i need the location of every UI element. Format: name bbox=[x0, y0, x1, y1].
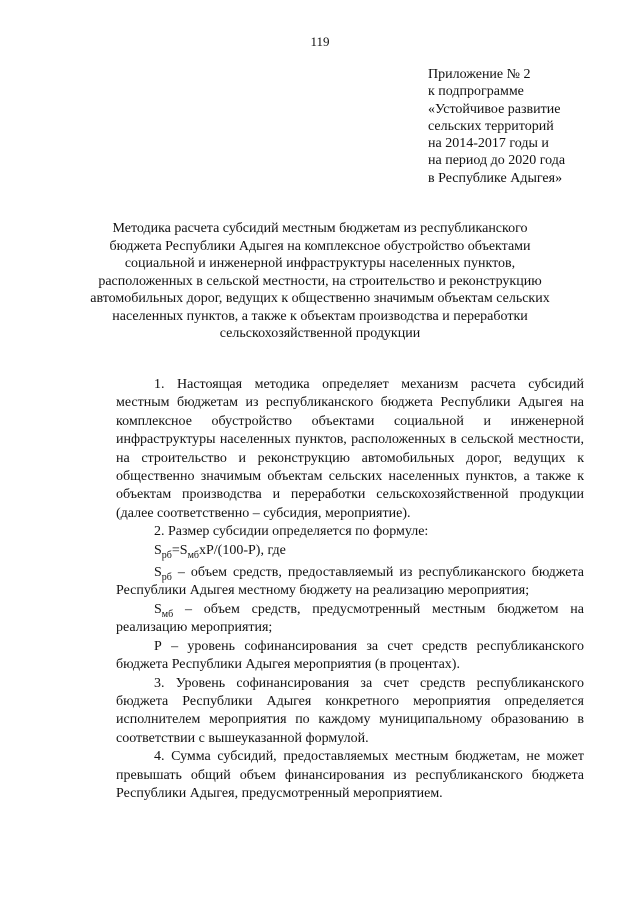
title-line: автомобильных дорог, ведущих к общественно значимым объектам сельских bbox=[90, 291, 550, 306]
title-line: Методика расчета субсидий местным бюджетам из республиканского bbox=[112, 221, 528, 236]
appendix-line: на 2014-2017 годы и bbox=[428, 136, 549, 152]
formula-sub-rb: рб bbox=[161, 549, 172, 561]
formula bbox=[116, 542, 584, 560]
appendix-header bbox=[428, 66, 628, 187]
appendix-line: в Республике Адыгея» bbox=[428, 170, 563, 186]
title-line: населенных пунктов, а также к объектам производства и переработки bbox=[112, 308, 528, 324]
title-line: расположенных в сельской местности, на строительство и реконструкцию bbox=[98, 273, 542, 289]
definition-srb bbox=[116, 564, 584, 601]
definition-smb bbox=[116, 601, 584, 638]
title-line: бюджета Республики Адыгея на комплексное обустройство объектами bbox=[109, 238, 531, 254]
paragraph-1: 1. Настоящая методика определяет механизм расчета субсидий местным бюджетам из республиканского бюджета Республики Адыгея на комплексное обустройство объектами социальной и инженерной инфраструктуры населенных пунктов, расположенных в сельской местности, на строительство и реконструкцию автомобильных дорог, ведущих к общественно значимым объектам сельских населенных пунктов, а также к объектам производства и переработки сельскохозяйственной продукции (далее соответственно – субсидия, мероприятие). bbox=[116, 377, 584, 521]
paragraph-3: 3. Уровень софинансирования за счет средств республиканского бюджета Республики Адыгея конкретного мероприятия определяется исполнителем мероприятия по каждому муниципальному образованию в соответствии с вышеуказанной формулой. bbox=[116, 675, 584, 746]
formula-rest: хР/(100-Р), где bbox=[199, 542, 286, 558]
def-symbol: S bbox=[154, 601, 162, 617]
def-symbol: S bbox=[154, 565, 162, 581]
appendix-line: Приложение № 2 bbox=[428, 67, 531, 82]
page-number: 119 bbox=[310, 34, 330, 49]
formula-sub-mb: мб bbox=[187, 549, 199, 561]
title-line: сельскохозяйственной продукции bbox=[219, 326, 421, 341]
document-body bbox=[116, 376, 584, 803]
appendix-line: сельских территорий bbox=[428, 118, 554, 134]
paragraph-2: 2. Размер субсидии определяется по формуле: bbox=[154, 524, 429, 540]
appendix-line: на период до 2020 года bbox=[428, 153, 566, 169]
appendix-line: «Устойчивое развитие bbox=[428, 101, 561, 117]
def-text: – объем средств, предусмотренный местным бюджетом на реализацию мероприятия; bbox=[116, 601, 584, 636]
def-sub: мб bbox=[161, 608, 174, 620]
def-sub: рб bbox=[161, 571, 172, 583]
document-title bbox=[70, 220, 570, 343]
formula-s: S bbox=[154, 542, 162, 558]
formula-eq: =S bbox=[171, 542, 188, 558]
def-text: – объем средств, предоставляемый из республиканского бюджета Республики Адыгея местному бюджету на реализацию мероприятия; bbox=[116, 565, 584, 599]
title-line: социальной и инженерной инфраструктуры населенных пунктов, bbox=[124, 256, 516, 271]
definition-p: Р – уровень софинансирования за счет средств республиканского бюджета Республики Адыгея мероприятия (в процентах). bbox=[116, 638, 584, 673]
paragraph-4: 4. Сумма субсидий, предоставляемых местным бюджетам, не может превышать общий объем финансирования из республиканского бюджета Республики Адыгея, предусмотренный мероприятием. bbox=[116, 749, 584, 801]
appendix-line: к подпрограмме bbox=[428, 84, 524, 100]
